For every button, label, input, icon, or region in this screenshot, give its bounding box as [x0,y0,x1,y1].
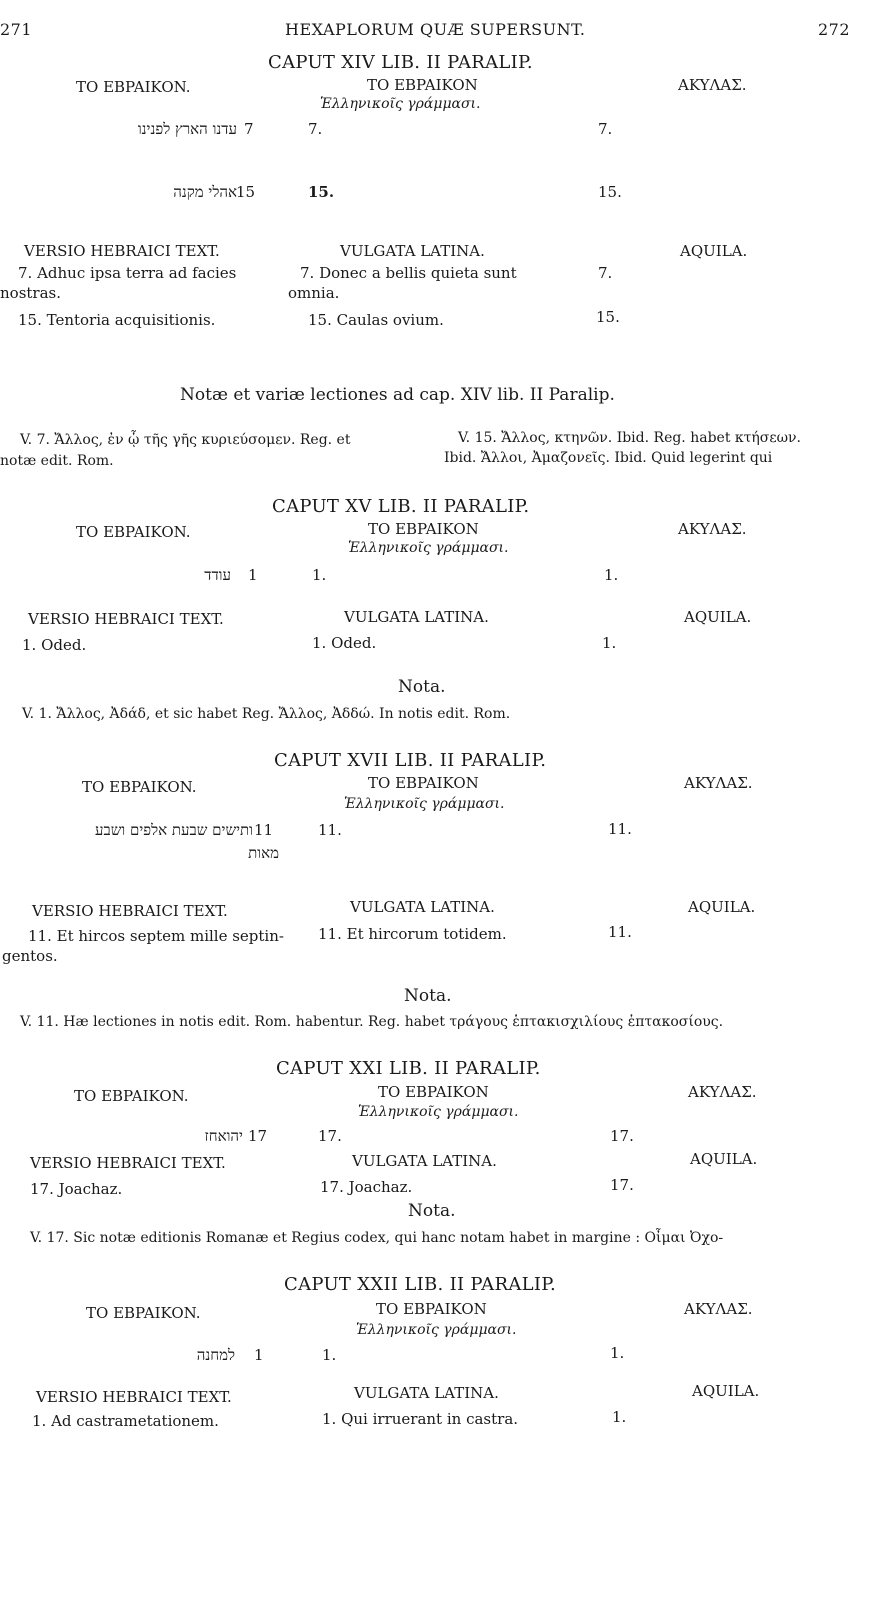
verse-number: 15. [308,183,335,201]
col-header-vulgata: VULGATA LATINA. [354,1384,499,1402]
col-header-aquila-greek: AKYΛAΣ. [678,520,747,538]
col-header-hebrew-greek: TO EBPAIKON [378,1083,489,1101]
hebrew-text: למחנה [196,1346,235,1364]
versio-text: 17. Joachaz. [30,1180,123,1198]
hebrew-text: יהואחז [204,1127,243,1145]
col-header-vulgata: VULGATA LATINA. [340,242,485,260]
col-header-aquila-greek: AKYΛAΣ. [684,774,753,792]
hebrew-text: ותישים שבעת אלפים ושבע [95,821,253,839]
verse-number: 11 [254,821,274,839]
col-subheader-greek-letters: Ἑλληνικοῖς γράμμασι. [348,540,509,556]
col-subheader-greek-letters: Ἑλληνικοῖς γράμμασι. [320,96,481,112]
note-text: V. 17. Sic notæ editionis Romanæ et Regius codex, qui hanc notam habet in margine : Οἶμαι Ὀχο- [30,1230,724,1246]
notes-heading: Nota. [404,986,452,1006]
col-subheader-greek-letters: Ἑλληνικοῖς γράμμασι. [344,796,505,812]
verse-number: 17 [248,1127,268,1145]
col-header-vulgata: VULGATA LATINA. [352,1152,497,1170]
col-header-hebrew: TO EBPAIKON. [76,523,191,541]
note-text: V. 7. Ἄλλος, ἐν ᾧ τῆς γῆς κυριεύσομεν. Reg. et [20,432,351,448]
col-header-aquila: AQUILA. [684,608,752,626]
aquila-text: 17. [610,1176,634,1194]
col-header-hebrew: TO EBPAIKON. [86,1304,201,1322]
versio-text: gentos. [2,947,58,965]
aquila-text: 1. [612,1408,627,1426]
aquila-text: 7. [598,264,613,282]
col-header-aquila-greek: AKYΛAΣ. [684,1300,753,1318]
versio-text: 11. Et hircos septem mille septin- [28,927,284,945]
col-header-versio: VERSIO HEBRAICI TEXT. [36,1388,232,1406]
col-subheader-greek-letters: Ἑλληνικοῖς γράμμασι. [356,1322,517,1338]
note-text: V. 15. Ἄλλος, κτηνῶν. Ibid. Reg. habet κτήσεων. [458,430,801,446]
col-subheader-greek-letters: Ἑλληνικοῖς γράμμασι. [358,1104,519,1120]
col-header-hebrew-greek: TO EBPAIKON [368,774,479,792]
aquila-text: 11. [608,923,632,941]
col-header-hebrew: TO EBPAIKON. [76,78,191,96]
col-header-aquila: AQUILA. [688,898,756,916]
note-text: notæ edit. Rom. [0,453,114,469]
vulgata-text: 1. Qui irruerant in castra. [322,1410,519,1428]
hebrew-text: אהלי מקנה [173,183,237,201]
page-number-right: 272 [818,20,851,39]
vulgata-text: 1. Oded. [312,634,377,652]
note-text: V. 11. Hæ lectiones in notis edit. Rom. habentur. Reg. habet τράγους ἑπτακισχιλίους ἑπτακοσίους. [20,1014,724,1030]
vulgata-text: 11. Et hircorum totidem. [318,925,507,943]
verse-number: 11. [608,820,632,838]
note-text: Ibid. Ἄλλοι, Ἀμαζονεῖς. Ibid. Quid legerint qui [444,450,773,466]
verse-number: 7 [244,120,254,138]
verse-number: 7. [308,120,323,138]
verse-number: 1. [312,566,327,584]
verse-number: 1. [322,1346,337,1364]
col-header-hebrew: TO EBPAIKON. [74,1087,189,1105]
col-header-versio: VERSIO HEBRAICI TEXT. [30,1154,226,1172]
hebrew-text: עודד [204,566,231,584]
col-header-aquila-greek: AKYΛAΣ. [688,1083,757,1101]
aquila-text: 15. [596,308,620,326]
vulgata-text: 15. Caulas ovium. [308,311,444,329]
aquila-text: 1. [602,634,617,652]
col-header-hebrew-greek: TO EBPAIKON [368,520,479,538]
verse-number: 7. [598,120,613,138]
notes-heading: Nota. [408,1201,456,1221]
running-title: HEXAPLORUM QUÆ SUPERSUNT. [285,20,586,39]
chapter-title: CAPUT XXI LIB. II PARALIP. [276,1058,541,1079]
page-number-left: 271 [0,20,33,39]
notes-heading: Notæ et variæ lectiones ad cap. XIV lib. II Paralip. [180,385,615,405]
notes-heading: Nota. [398,677,446,697]
hebrew-text: מאות [248,844,279,862]
col-header-versio: VERSIO HEBRAICI TEXT. [32,902,228,920]
col-header-hebrew: TO EBPAIKON. [82,778,197,796]
verse-number: 1 [254,1346,264,1364]
vulgata-text: 7. Donec a bellis quieta sunt [300,264,517,282]
note-text: V. 1. Ἄλλος, Ἀδάδ, et sic habet Reg. Ἄλλος, Ἀδδώ. In notis edit. Rom. [22,706,511,722]
chapter-title: CAPUT XV LIB. II PARALIP. [272,496,530,517]
vulgata-text: omnia. [288,284,340,302]
col-header-versio: VERSIO HEBRAICI TEXT. [24,242,220,260]
col-header-aquila-greek: AKYΛAΣ. [678,76,747,94]
verse-number: 15 [236,183,256,201]
col-header-aquila: AQUILA. [680,242,748,260]
col-header-vulgata: VULGATA LATINA. [350,898,495,916]
hebrew-text: עדנו הארץ לפנינו [137,120,237,138]
vulgata-text: 17. Joachaz. [320,1178,413,1196]
col-header-vulgata: VULGATA LATINA. [344,608,489,626]
chapter-title: CAPUT XVII LIB. II PARALIP. [274,750,547,771]
verse-number: 17. [610,1127,634,1145]
verse-number: 1. [610,1344,625,1362]
col-header-hebrew-greek: TO EBPAIKON [367,76,478,94]
col-header-aquila: AQUILA. [690,1150,758,1168]
col-header-versio: VERSIO HEBRAICI TEXT. [28,610,224,628]
versio-text: 1. Oded. [22,636,87,654]
verse-number: 15. [598,183,622,201]
verse-number: 1 [248,566,258,584]
verse-number: 1. [604,566,619,584]
versio-text: 7. Adhuc ipsa terra ad facies [18,264,237,282]
versio-text: 1. Ad castrametationem. [32,1412,219,1430]
verse-number: 17. [318,1127,342,1145]
versio-text: nostras. [0,284,61,302]
verse-number: 11. [318,821,342,839]
col-header-aquila: AQUILA. [692,1382,760,1400]
chapter-title: CAPUT XIV LIB. II PARALIP. [268,52,533,73]
versio-text: 15. Tentoria acquisitionis. [18,311,216,329]
chapter-title: CAPUT XXII LIB. II PARALIP. [284,1274,557,1295]
col-header-hebrew-greek: TO EBPAIKON [376,1300,487,1318]
